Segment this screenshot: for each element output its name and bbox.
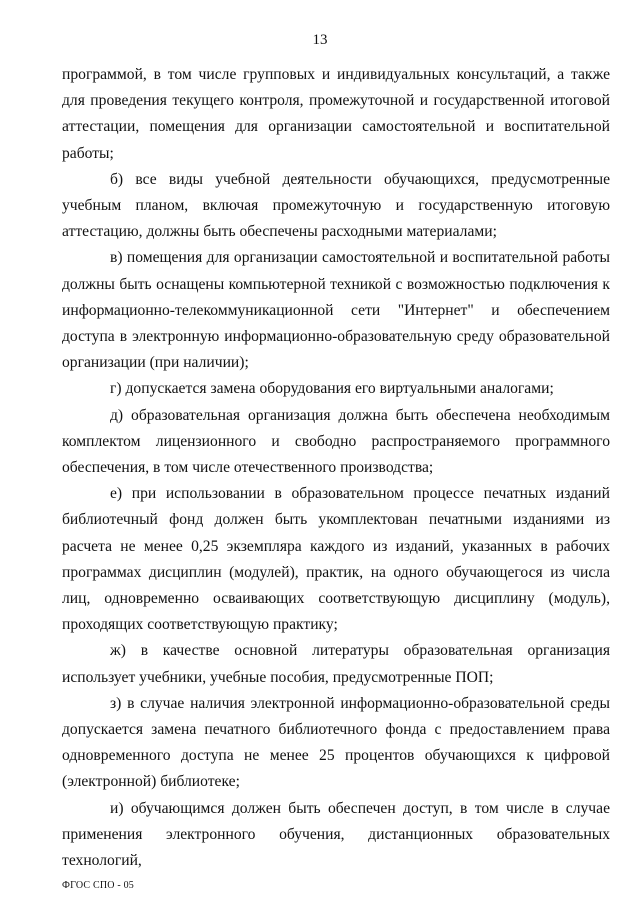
paragraph-item-g: г) допускается замена оборудования его виртуальными аналогами; [110, 380, 554, 398]
paragraph-item-b: б) все виды учебной деятельности обучающихся, предусмотренные учебным планом, включая промежуточную и государственную итоговую аттестацию, должны быть обеспечены расходными материалами; [62, 170, 610, 241]
paragraph-continuation: программой, в том числе групповых и индивидуальных консультаций, а также для проведения текущего контроля, промежуточной и государственной итоговой аттестации, помещения для организации самостоятельной и воспитательной работы; [62, 66, 610, 162]
footer-document-code: ФГОС СПО - 05 [62, 880, 134, 891]
paragraph-item-d: д) образовательная организация должна быть обеспечена необходимым комплектом лицензионного и свободно распространяемого программного обеспечения, в том числе отечественного производства; [62, 406, 610, 477]
paragraph-item-v: в) помещения для организации самостоятельной и воспитательной работы должны быть оснащены компьютерной техникой с возможностью подключения к информационно-телекоммуникационной сети "Интернет" и обеспечением доступа в электронную информационно-образовательную среду образовательной организации (при наличии); [62, 249, 610, 372]
document-body [62, 62, 610, 874]
paragraph-item-i: и) обучающимся должен быть обеспечен доступ, в том числе в случае применения электронного обучения, дистанционных образовательных технологий, [62, 799, 610, 870]
page-number: 13 [312, 32, 328, 48]
paragraph-item-zh: ж) в качестве основной литературы образовательная организация использует учебники, учебные пособия, предусмотренные ПОП; [62, 642, 610, 686]
paragraph-item-z: з) в случае наличия электронной информационно-образовательной среды допускается замена печатного библиотечного фонда с предоставлением права одновременного доступа не менее 25 процентов обучающихся к цифровой (электронной) библиотеке; [62, 694, 610, 791]
paragraph-item-e: е) при использовании в образовательном процессе печатных изданий библиотечный фонд должен быть укомплектован печатными изданиями из расчета не менее 0,25 экземпляра каждого из изданий, указанных в рабочих программах дисциплин (модулей), практик, на одного обучающегося из числа лиц, одновременно осваивающих соответствующую дисциплину (модуль), проходящих соответствующую практику; [62, 485, 610, 634]
